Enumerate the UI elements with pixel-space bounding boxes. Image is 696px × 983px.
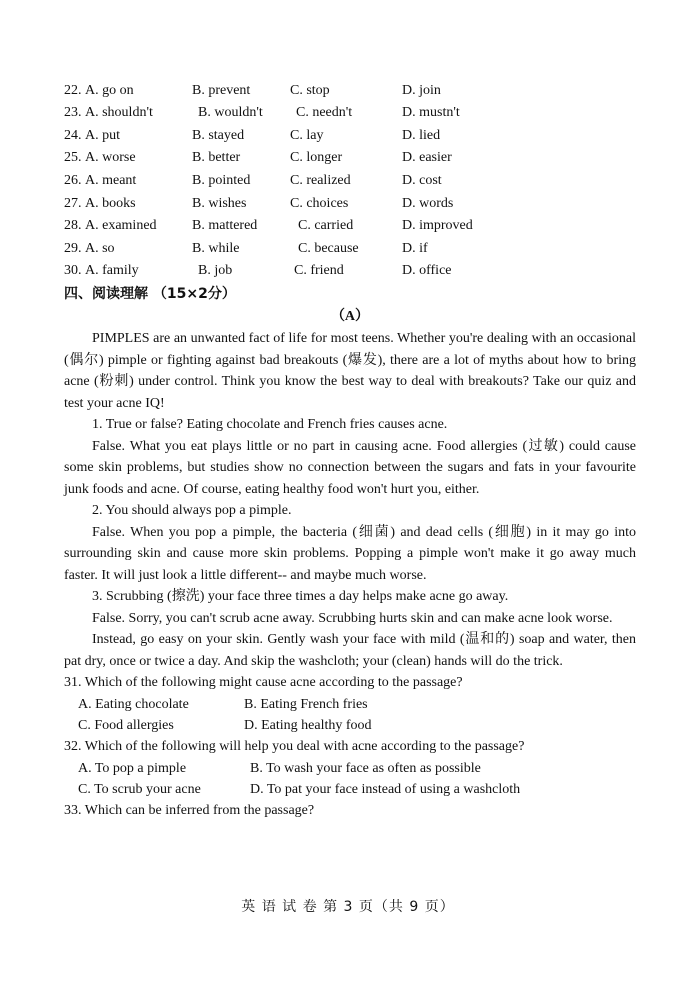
mc-option-c: C. lay [290,127,324,143]
option-c: C. Food allergies [78,718,174,734]
question-31 [64,672,636,736]
multiple-choice-section [64,79,636,282]
mc-option-d: D. easier [402,150,452,166]
mc-row-24 [64,124,636,147]
section-heading: 四、阅读理解 （15×2分） [64,286,236,303]
mc-option-a: 23. A. shouldn't [64,105,153,121]
page-footer: 英 语 试 卷 第 3 页（共 9 页） [241,899,455,915]
mc-option-b: B. pointed [192,172,251,188]
passage-label: （A） [330,309,370,325]
question-33 [64,800,636,822]
mc-option-d: D. words [402,195,454,211]
option-d: D. Eating healthy food [244,718,372,734]
mc-row-27 [64,192,636,215]
mc-option-b: B. better [192,150,241,166]
question-32 [64,736,636,800]
mc-option-c: C. because [298,240,359,256]
quiz-statement: 3. Scrubbing (擦洗) your face three times a day helps make acne go away. [92,589,509,605]
quiz-statement: 1. True or false? Eating chocolate and French fries causes acne. [92,417,448,433]
mc-row-23 [64,102,636,125]
mc-option-c: C. friend [294,263,344,279]
option-row [64,715,636,736]
quiz-statement: 2. You should always pop a pimple. [92,503,292,519]
mc-option-a: 28. A. examined [64,218,157,234]
passage-paragraph: PIMPLES are an unwanted fact of life for most teens. Whether you're dealing with an occasional (偶尔) pimple or fighting against bad breakouts (爆发), there are a lot of myths about how to bring acne (粉刺) under control. Think you know the best way to deal with breakouts? Take our quiz and test your acne IQ! [64,331,636,411]
mc-option-c: C. choices [290,195,349,211]
mc-option-a: 27. A. books [64,195,136,211]
option-c: C. To scrub your acne [78,781,201,797]
mc-option-c: C. carried [298,218,354,234]
mc-option-d: D. office [402,263,452,279]
mc-row-29 [64,237,636,260]
mc-row-25 [64,147,636,170]
option-row [64,779,636,800]
mc-option-b: B. prevent [192,82,251,98]
mc-row-30 [64,260,636,283]
mc-option-b: B. while [192,240,240,256]
mc-option-a: 25. A. worse [64,150,136,166]
mc-option-d: D. join [402,82,441,98]
option-row [64,694,636,715]
mc-option-d: D. cost [402,172,442,188]
mc-row-22 [64,79,636,102]
mc-option-d: D. if [402,240,428,256]
option-a: A. Eating chocolate [78,696,189,712]
question-stem: 33. Which can be inferred from the passage? [64,803,315,819]
mc-option-b: B. job [198,263,233,279]
passage-paragraph: Instead, go easy on your skin. Gently wash your face with mild (温和的) soap and water, then pat dry, once or twice a day. And skip the washcloth; your (clean) hands will do the trick. [64,632,636,669]
option-a: A. To pop a pimple [78,760,187,776]
mc-option-c: C. needn't [296,105,353,121]
option-b: B. Eating French fries [244,696,368,712]
mc-option-d: D. mustn't [402,105,460,121]
mc-option-b: B. mattered [192,218,258,234]
mc-option-a: 29. A. so [64,240,115,256]
mc-option-c: C. stop [290,82,330,98]
mc-option-c: C. longer [290,150,343,166]
mc-option-a: 24. A. put [64,127,120,143]
mc-row-26 [64,169,636,192]
passage-paragraph: False. When you pop a pimple, the bacteria (细菌) and dead cells (细胞) in it may go into surrounding skin and cause more skin problems. Popping a pimple won't make it go away much faster. It will just look a little different-- and maybe much worse. [64,524,636,583]
mc-option-b: B. stayed [192,127,245,143]
mc-option-d: D. improved [402,218,473,234]
question-stem: 31. Which of the following might cause acne according to the passage? [64,675,463,691]
passage-paragraph: False. Sorry, you can't scrub acne away. Scrubbing hurts skin and can make acne look worse. [92,610,613,626]
mc-option-b: B. wouldn't [198,105,263,121]
option-d: D. To pat your face instead of using a washcloth [250,781,521,797]
mc-option-a: 26. A. meant [64,172,137,188]
option-row [64,758,636,779]
mc-option-d: D. lied [402,127,441,143]
mc-option-c: C. realized [290,172,351,188]
exam-page [64,79,636,822]
mc-option-b: B. wishes [192,195,247,211]
question-stem: 32. Which of the following will help you deal with acne according to the passage? [64,739,525,755]
mc-option-a: 22. A. go on [64,82,134,98]
mc-row-28 [64,215,636,238]
mc-option-a: 30. A. family [64,263,139,279]
passage-paragraph: False. What you eat plays little or no part in causing acne. Food allergies (过敏) could cause some skin problems, but studies show no connection between the sugars and fats in your favourite junk foods and acne. Of course, eating healthy food won't hurt you, either. [64,438,636,497]
option-b: B. To wash your face as often as possible [250,760,481,776]
reading-passage [64,328,636,672]
